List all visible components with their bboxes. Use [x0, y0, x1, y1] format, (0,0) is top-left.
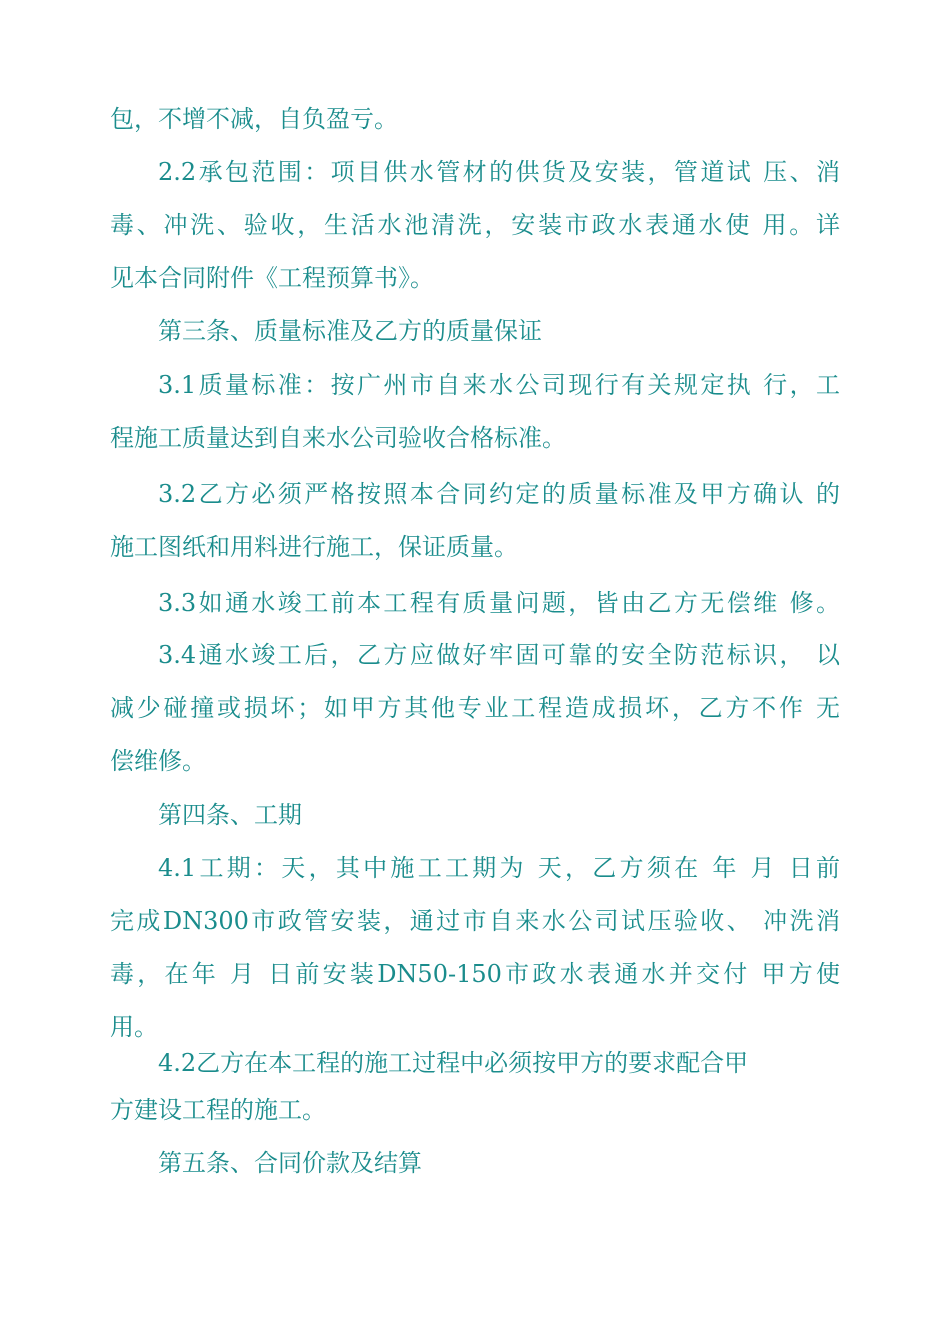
- text-line-18: 用。: [110, 1013, 158, 1041]
- text-line-8: 3.2乙方必须严格按照本合同约定的质量标准及甲方确认 的: [158, 480, 840, 508]
- text-line-19: 4.2乙方在本工程的施工过程中必须按甲方的要求配合甲: [158, 1049, 749, 1077]
- text-line-17: 毒，在年 月 日前安装DN50-150市政水表通水并交付 甲方使: [110, 960, 840, 988]
- text-line-15: 4.1工期：天，其中施工工期为 天，乙方须在 年 月 日前: [158, 854, 840, 882]
- text-line-3: 毒、冲洗、验收，生活水池清洗，安装市政水表通水使 用。详: [110, 211, 840, 239]
- text-line-7: 程施工质量达到自来水公司验收合格标准。: [110, 424, 566, 452]
- text-line-6: 3.1质量标准：按广州市自来水公司现行有关规定执 行，工: [158, 371, 840, 399]
- text-line-13: 偿维修。: [110, 747, 206, 775]
- text-line-16: 完成DN300市政管安装，通过市自来水公司试压验收、 冲洗消: [110, 907, 840, 935]
- text-line-11: 3.4通水竣工后，乙方应做好牢固可靠的安全防范标识， 以: [158, 641, 840, 669]
- section-heading-3: 第三条、质量标准及乙方的质量保证: [158, 317, 542, 345]
- text-line-1: 包，不增不减，自负盈亏。: [110, 105, 398, 133]
- text-line-2: 2.2承包范围：项目供水管材的供货及安装，管道试 压、消: [158, 158, 840, 186]
- section-heading-4: 第四条、工期: [158, 801, 302, 829]
- text-line-12: 减少碰撞或损坏；如甲方其他专业工程造成损坏，乙方不作 无: [110, 694, 840, 722]
- text-line-10: 3.3如通水竣工前本工程有质量问题，皆由乙方无偿维 修。: [158, 589, 840, 617]
- text-line-4: 见本合同附件《工程预算书》。: [110, 264, 434, 292]
- text-line-9: 施工图纸和用料进行施工，保证质量。: [110, 533, 518, 561]
- text-line-20: 方建设工程的施工。: [110, 1096, 326, 1124]
- section-heading-5: 第五条、合同价款及结算: [158, 1149, 422, 1177]
